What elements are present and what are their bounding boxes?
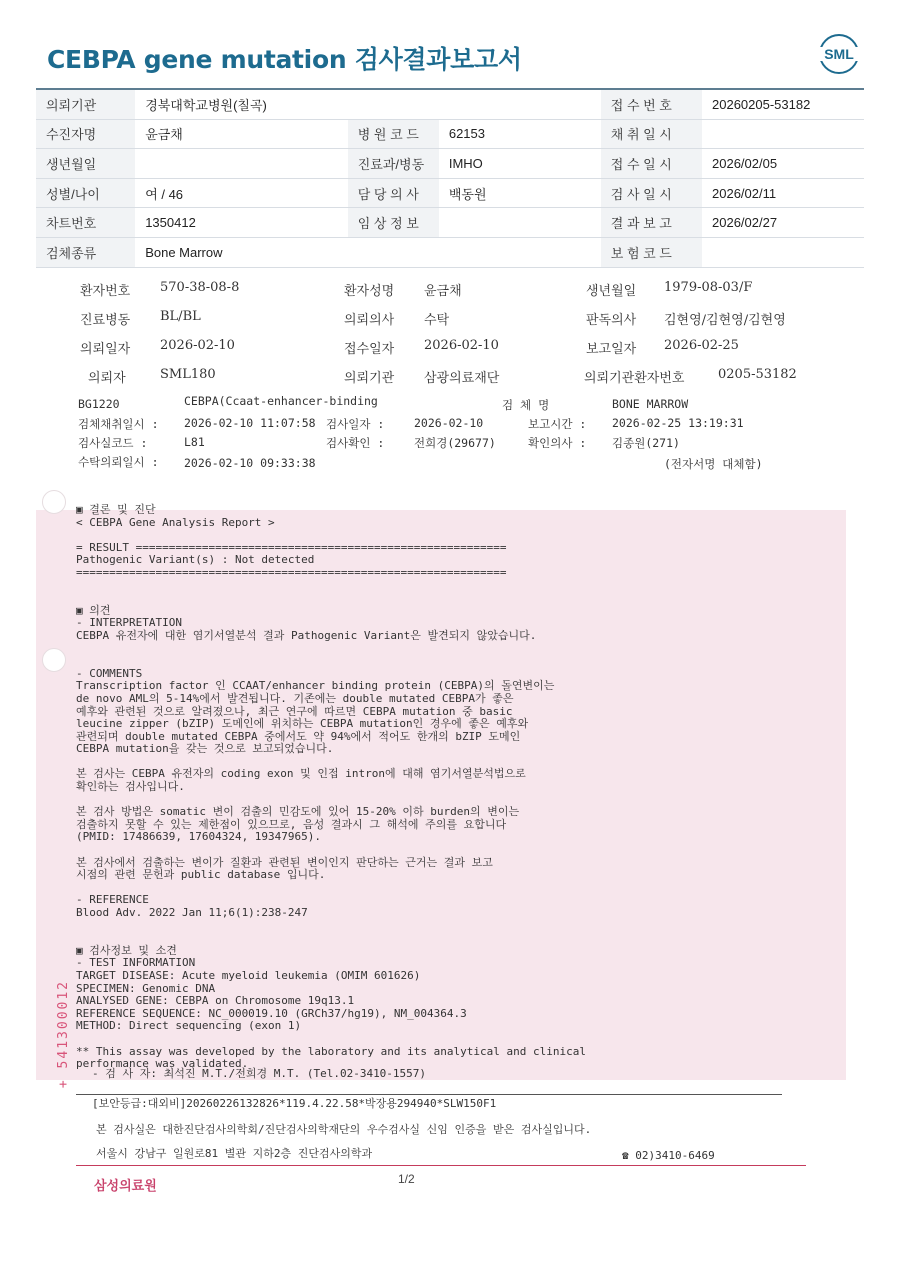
header-value: 20260205-53182 <box>702 89 864 119</box>
report-line: 본 검사 방법은 somatic 변이 검출의 민감도에 있어 15-20% 이하 burden의 변이는 <box>76 805 520 819</box>
patient-label: 진료병동 <box>80 313 131 328</box>
sml-logo <box>818 33 860 75</box>
report-line: Pathogenic Variant(s) : Not detected <box>76 553 315 567</box>
report-body <box>76 504 586 1071</box>
patient-value: BL/BL <box>160 309 201 324</box>
patient-value: SML180 <box>160 367 216 382</box>
patient-label: 의뢰일자 <box>80 342 131 357</box>
patient-value: 수탁 <box>424 313 450 328</box>
patient-label: 의뢰자 <box>88 371 126 386</box>
header-label <box>348 89 439 119</box>
report-label: 보고시간 : <box>528 417 587 431</box>
report-line: ▣ 검사정보 및 소견 <box>76 943 177 957</box>
report-line: METHOD: Direct sequencing (exon 1) <box>76 1019 302 1033</box>
patient-value: 1979-08-03/F <box>664 280 753 295</box>
patient-label: 의뢰기관환자번호 <box>584 371 685 386</box>
report-line: - INTERPRETATION <box>76 616 182 630</box>
report-line: TARGET DISEASE: Acute myeloid leukemia (OMIM 601626) <box>76 968 421 982</box>
report-line: CEBPA 유전자에 대한 염기서열분석 결과 Pathogenic Variant은 발견되지 않았습니다. <box>76 628 537 642</box>
lab-label: 검사실코드 : <box>78 436 148 450</box>
report-line: - REFERENCE <box>76 893 149 907</box>
report-line <box>76 932 586 945</box>
patient-label: 의뢰기관 <box>344 371 395 386</box>
test-code: BG1220 <box>78 397 120 411</box>
specimen-label: 검 체 명 <box>502 398 550 412</box>
lab-value: L81 <box>184 435 205 449</box>
phone-line: ☎ 02)3410-6469 <box>622 1149 715 1162</box>
report-line <box>76 592 586 605</box>
report-line: REFERENCE SEQUENCE: NC_000019.10 (GRCh37/hg19), NM_004364.3 <box>76 1006 467 1020</box>
patient-value: 2026-02-10 <box>160 338 235 353</box>
header-row <box>36 178 864 208</box>
header-value <box>439 208 601 238</box>
header-value: 1350412 <box>135 208 348 238</box>
header-label: 의뢰기관 <box>36 89 135 119</box>
header-value: Bone Marrow <box>135 237 348 267</box>
patient-value: 2026-02-10 <box>424 338 499 353</box>
report-line: 본 검사는 CEBPA 유전자의 coding exon 및 인접 intron에 대해 염기서열분석법으로 <box>76 767 526 781</box>
header-value: 2026/02/27 <box>702 208 864 238</box>
report-line <box>76 1033 586 1046</box>
report-line <box>76 844 586 857</box>
report-line: Transcription factor 인 CCAAT/enhancer binding protein (CEBPA)의 돌연변이는 <box>76 679 555 693</box>
patient-label: 접수일자 <box>344 342 395 357</box>
patient-value: 2026-02-25 <box>664 338 739 353</box>
patient-value: 김현영/김현영/김현영 <box>664 313 786 328</box>
specimen-value: BONE MARROW <box>612 397 689 411</box>
report-line: ANALYSED GENE: CEBPA on Chromosome 19q13.1 <box>76 994 355 1008</box>
header-label: 생년월일 <box>36 149 135 179</box>
testdate-label: 검사일자 : <box>326 417 385 431</box>
header-row <box>36 149 864 179</box>
header-value <box>135 149 348 179</box>
collect-value: 2026-02-10 11:07:58 <box>184 416 316 430</box>
header-label: 접 수 번 호 <box>601 89 702 119</box>
header-label: 접 수 일 시 <box>601 149 702 179</box>
report-line: leucine zipper (bZIP) 도메인에 위치하는 CEBPA mutation인 경우에 좋은 예후와 <box>76 717 529 731</box>
report-line: 시점의 관련 문헌과 public database 입니다. <box>76 868 326 882</box>
report-value: 2026-02-25 13:19:31 <box>612 416 744 430</box>
test-name: CEBPA(Ccaat-enhancer-binding <box>184 394 378 408</box>
report-line <box>76 529 586 542</box>
report-line: performance was validated. <box>76 1057 249 1071</box>
punch-hole <box>42 648 66 672</box>
report-line: 확인하는 검사입니다. <box>76 780 185 794</box>
header-value: IMHO <box>439 149 601 179</box>
report-line: ================================================================= <box>76 565 507 579</box>
report-line: 본 검사에서 검출하는 변이가 질환과 관련된 변이인지 판단하는 근거는 결과 보고 <box>76 855 493 869</box>
punch-hole <box>42 490 66 514</box>
header-label: 검 사 일 시 <box>601 178 702 208</box>
header-label: 보 험 코 드 <box>601 237 702 267</box>
consign-label: 수탁의뢰일시 : <box>78 455 159 469</box>
red-rule <box>76 1165 806 1166</box>
report-line <box>76 655 586 668</box>
report-line: ▣ 결론 및 진단 <box>76 503 156 516</box>
report-line <box>76 882 586 895</box>
header-value: 여 / 46 <box>135 178 348 208</box>
page-title: CEBPA gene mutation 검사결과보고서 <box>47 45 522 74</box>
header-row <box>36 89 864 119</box>
report-line <box>76 920 586 933</box>
header-row <box>36 119 864 149</box>
header-value <box>439 89 601 119</box>
header-table <box>36 88 864 268</box>
footer-hospital-logo: 삼성의료원 <box>94 1178 157 1193</box>
confirm-label: 검사확인 : <box>326 436 385 450</box>
patient-value: 0205-53182 <box>718 367 797 382</box>
report-line: Blood Adv. 2022 Jan 11;6(1):238-247 <box>76 906 308 919</box>
doctor-value: 김종원(271) <box>612 436 680 450</box>
patient-label: 환자번호 <box>80 284 131 299</box>
divider <box>76 1094 782 1095</box>
report-line: de novo AML의 5-14%에서 발견됩니다. 기존에는 double mutated CEBPA가 좋은 <box>76 691 514 705</box>
esign-note: (전자서명 대체함) <box>664 457 763 471</box>
report-line: = RESULT ======================================================== <box>76 540 507 554</box>
patient-label: 환자성명 <box>344 284 395 299</box>
header-label: 진료과/병동 <box>348 149 439 179</box>
consign-value: 2026-02-10 09:33:38 <box>184 456 316 470</box>
header-value: 경북대학교병원(칠곡) <box>135 89 348 119</box>
report-line: ** This assay was developed by the laboratory and its analytical and clinical <box>76 1044 586 1058</box>
report-line: (PMID: 17486639, 17604324, 19347965). <box>76 830 322 844</box>
header-label: 임 상 정 보 <box>348 208 439 238</box>
testdate-value: 2026-02-10 <box>414 416 484 430</box>
report-line: ▣ 의견 <box>76 603 111 617</box>
logo-text: SML <box>824 46 854 62</box>
header-label: 채 취 일 시 <box>601 119 702 149</box>
side-serial-number: + 541300012 <box>56 980 71 1089</box>
page-number: 1/2 <box>398 1172 415 1186</box>
patient-value: 삼광의료재단 <box>424 371 500 386</box>
header-label: 차트번호 <box>36 208 135 238</box>
report-line <box>76 643 586 656</box>
report-line: < CEBPA Gene Analysis Report > <box>76 515 275 529</box>
report-line: 검출하지 못할 수 있는 제한점이 있으므로, 음성 결과시 그 해석에 주의를 요합니다 <box>76 817 507 831</box>
header-value: 2026/02/05 <box>702 149 864 179</box>
patient-value: 윤금채 <box>424 284 462 299</box>
report-line: 관련되며 double mutated CEBPA 중에서도 약 94%에서 적어도 한개의 bZIP 도메인 <box>76 729 521 743</box>
scanned-report <box>36 262 846 1162</box>
header-value: 2026/02/11 <box>702 178 864 208</box>
confirm-value: 전희경(29677) <box>414 436 496 450</box>
patient-label: 의뢰의사 <box>344 313 395 328</box>
header-label: 검체종류 <box>36 237 135 267</box>
header-label: 수진자명 <box>36 119 135 149</box>
header-value: 62153 <box>439 119 601 149</box>
patient-label: 판독의사 <box>586 313 637 328</box>
patient-label: 생년월일 <box>586 284 637 299</box>
header-label: 병 원 코 드 <box>348 119 439 149</box>
doctor-label: 확인의사 : <box>528 436 587 450</box>
report-line: 예후와 관련된 것으로 알려졌으나, 최근 연구에 따르면 CEBPA mutation 중 basic <box>76 704 513 718</box>
report-line: SPECIMEN: Genomic DNA <box>76 981 216 995</box>
header-label: 성별/나이 <box>36 178 135 208</box>
report-line <box>76 580 586 593</box>
header-value <box>702 119 864 149</box>
header-label: 담 당 의 사 <box>348 178 439 208</box>
header-label: 결 과 보 고 <box>601 208 702 238</box>
examiner-line: - 검 사 자: 최석진 M.T./전희경 M.T. (Tel.02-3410-1557) <box>92 1067 427 1080</box>
patient-value: 570-38-08-8 <box>160 280 240 295</box>
header-value: 윤금채 <box>135 119 348 149</box>
header-row <box>36 208 864 238</box>
collect-label: 검체채취일시 : <box>78 417 159 431</box>
report-line: CEBPA mutation을 갖는 것으로 보고되었습니다. <box>76 742 334 756</box>
header-value: 백동원 <box>439 178 601 208</box>
report-line: - TEST INFORMATION <box>76 956 196 970</box>
patient-label: 보고일자 <box>586 342 637 357</box>
address-line: 서울시 강남구 일원로81 별관 지하2층 진단검사의학과 <box>96 1147 373 1160</box>
security-line: [보안등급:대외비]20260226132826*119.4.22.58*박장용294940*SLW150F1 <box>92 1097 497 1110</box>
certification-line: 본 검사실은 대한진단검사의학회/진단검사의학재단의 우수검사실 신임 인증을 받은 검사실입니다. <box>96 1123 592 1136</box>
report-line: - COMMENTS <box>76 666 143 680</box>
